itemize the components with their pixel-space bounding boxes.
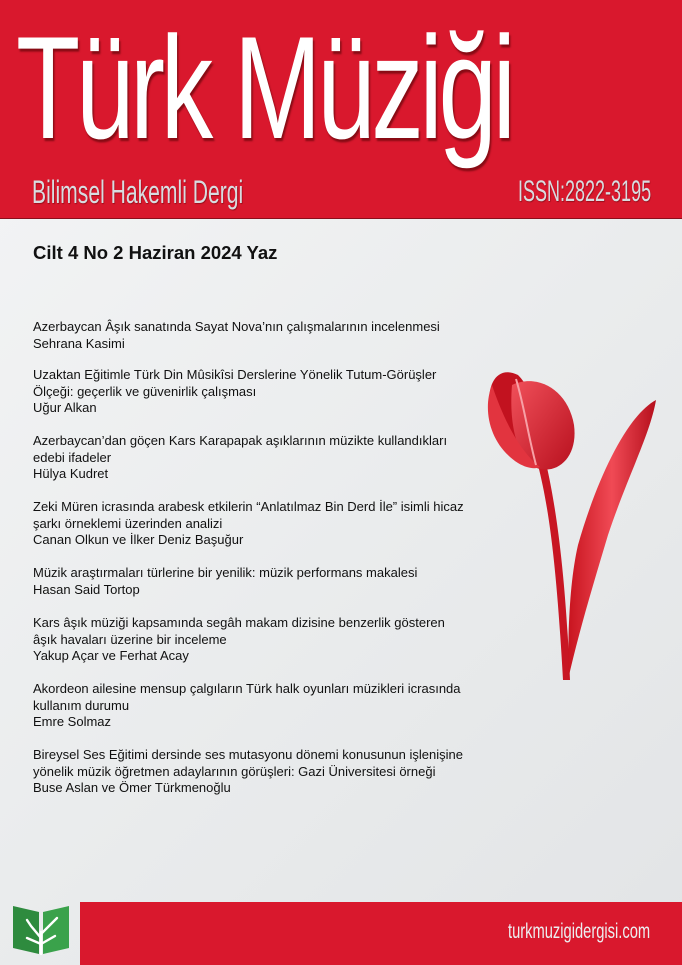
article-authors: Emre Solmaz: [33, 714, 112, 729]
article-title: Kars âşık müziği kapsamında segâh makam dizisine benzerlik gösteren: [33, 615, 445, 630]
journal-title: Türk Müziği: [16, 6, 512, 169]
article-4: [33, 499, 503, 549]
tree-logo-icon: [9, 902, 73, 958]
article-6: [33, 615, 503, 665]
website-link[interactable]: turkmuzigidergisi.com: [508, 920, 651, 943]
tulip-stem: [538, 463, 570, 680]
article-authors: Sehrana Kasimi: [33, 335, 125, 351]
article-title-cont: edebi ifadeler: [33, 449, 112, 465]
article-7: [33, 681, 503, 731]
article-8: [33, 747, 503, 797]
article-2: [33, 367, 503, 417]
article-title-cont: şarkı örneklemi üzerinden analizi: [33, 515, 223, 531]
article-authors: Uğur Alkan: [33, 400, 97, 415]
article-title: Bireysel Ses Eğitimi dersinde ses mutasyonu dönemi konusunun işlenişine: [33, 747, 463, 762]
article-title-cont: Ölçeği: geçerlik ve güvenirlik çalışması: [33, 383, 257, 399]
article-3: [33, 433, 503, 483]
article-title: Uzaktan Eğitimle Türk Din Mûsikîsi Derslerine Yönelik Tutum-Görüşler: [33, 367, 437, 382]
journal-subtitle: Bilimsel Hakemli Dergi: [32, 174, 244, 210]
article-1: [33, 319, 503, 352]
article-title-cont: yönelik müzik öğretmen adaylarının görüşleri: Gazi Üniversitesi örneği: [33, 763, 436, 779]
article-authors: Hasan Said Tortop: [33, 581, 140, 597]
header-band: [0, 0, 682, 219]
tulip-illustration: [478, 355, 668, 685]
article-title-cont: kullanım durumu: [33, 697, 130, 713]
article-title: Azerbaycan’dan göçen Kars Karapapak aşıklarının müzikte kullandıkları: [33, 433, 448, 448]
issn-label: ISSN:2822-3195: [518, 175, 652, 208]
article-title: Müzik araştırmaları türlerine bir yenilik: müzik performans makalesi: [33, 565, 418, 580]
article-authors: Canan Olkun ve İlker Deniz Başuğur: [33, 532, 244, 547]
article-title: Zeki Müren icrasında arabesk etkilerin “Anlatılmaz Bin Derd İle” isimli hicaz: [33, 499, 464, 514]
article-title-cont: âşık havaları üzerine bir inceleme: [33, 631, 227, 647]
article-authors: Buse Aslan ve Ömer Türkmenoğlu: [33, 780, 231, 795]
tulip-leaf: [568, 400, 656, 680]
article-title: Azerbaycan Âşık sanatında Sayat Nova’nın çalışmalarının incelenmesi: [33, 319, 440, 334]
article-title: Akordeon ailesine mensup çalgıların Türk halk oyunları müzikleri icrasında: [33, 681, 461, 696]
article-authors: Hülya Kudret: [33, 466, 109, 481]
article-5: [33, 565, 503, 598]
article-authors: Yakup Açar ve Ferhat Acay: [33, 648, 189, 663]
volume-issue-line: Cilt 4 No 2 Haziran 2024 Yaz: [33, 242, 278, 263]
